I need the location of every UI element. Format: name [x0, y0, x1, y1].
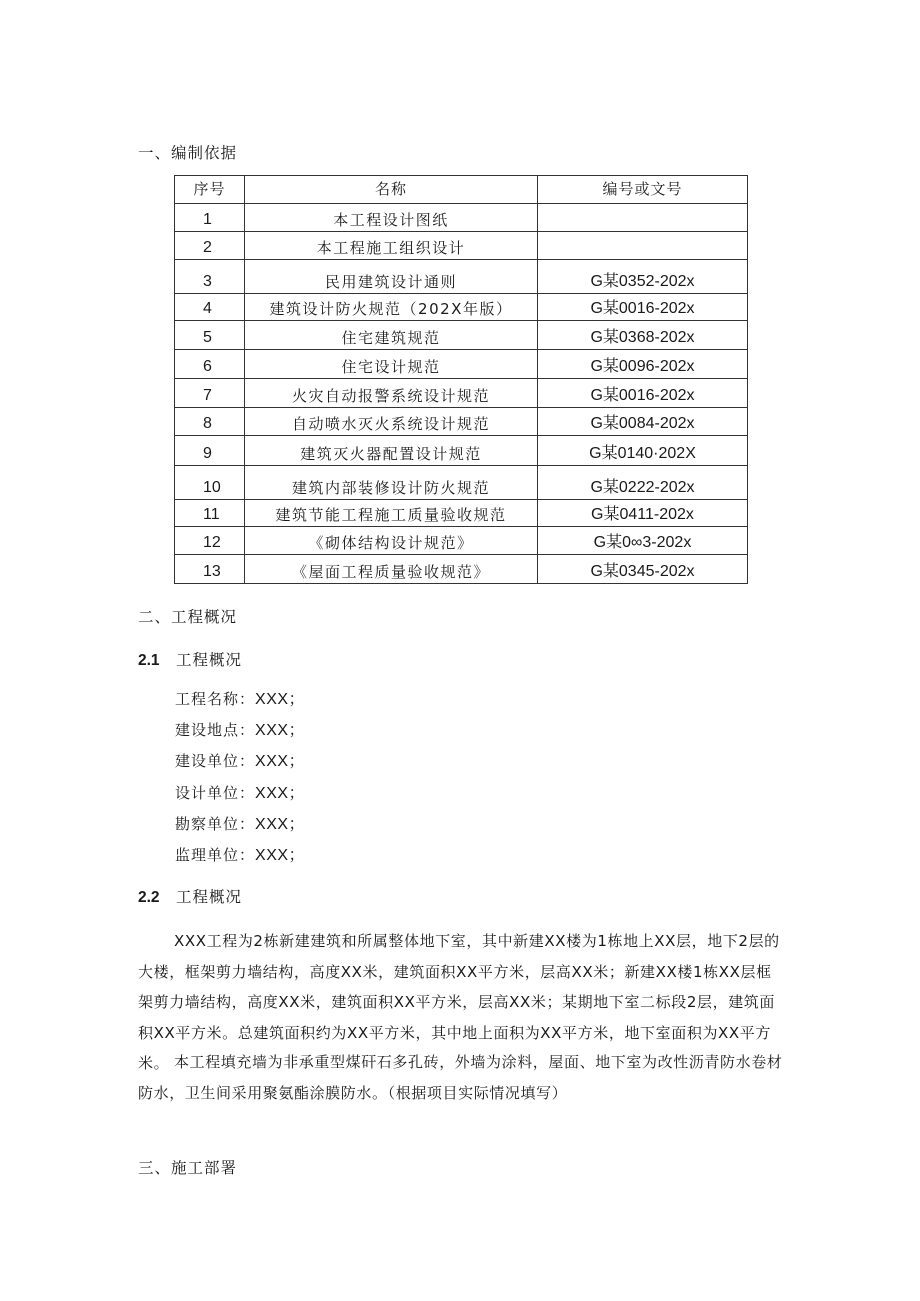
row-code: G某0140·202X: [538, 436, 748, 466]
row-code: G某0084-202x: [538, 408, 748, 436]
info-value: XXX；: [255, 784, 306, 802]
overview-paragraph-2: 本工程填充墙为非承重型煤矸石多孔砖，外墙为涂料，屋面、地下室为改性沥青防水卷材防水，卫生间采用聚氨酯涂膜防水。（根据项目实际情况填写）: [138, 1053, 783, 1102]
info-value: XXX；: [255, 722, 306, 740]
row-name: 建筑设计防火规范（202X年版）: [245, 294, 538, 321]
row-no: 7: [175, 379, 245, 408]
subsection-title: 工程概况: [176, 888, 243, 906]
table-row: [175, 500, 748, 527]
table-row: [175, 408, 748, 436]
row-name: 本工程设计图纸: [245, 204, 538, 232]
header-code: 编号或文号: [538, 176, 748, 204]
row-name: 自动喷水灭火系统设计规范: [245, 408, 538, 436]
row-name: 《屋面工程质量验收规范》: [245, 555, 538, 584]
info-label: 建设单位：: [175, 752, 256, 771]
info-value: XXX；: [255, 691, 306, 708]
row-code: G某0352-202x: [538, 260, 748, 294]
subsection-2-1-heading: [138, 648, 242, 670]
list-item: [175, 813, 305, 844]
info-value: XXX；: [255, 846, 306, 864]
overview-paragraph-1: XXX工程为2栋新建建筑和所属整体地下室，其中新建XX楼为1栋地上XX层，地下2层的大楼，框架剪力墙结构，高度XX米，建筑面积XX平方米，层高XX米；新建XX楼1栋XX层框架剪力墙结构，高度XX米，建筑面积XX平方米，层高XX米；某期地下室二标段2层，建筑面积XX平方米。总建筑面积约为XX平方米，其中地上面积为XX平方米，地下室面积为XX平方米。: [138, 932, 780, 1072]
list-item: [175, 782, 305, 813]
row-code: G某0016-202x: [538, 379, 748, 408]
list-item: [175, 688, 305, 719]
table-row: [175, 260, 748, 294]
section-3-heading: 三、施工部署: [138, 1159, 238, 1177]
row-no: 13: [175, 555, 245, 584]
row-no: 11: [175, 500, 245, 527]
list-item: [175, 844, 305, 875]
subsection-number: 2.1: [138, 652, 160, 669]
row-name: 住宅设计规范: [245, 350, 538, 379]
table-row: [175, 321, 748, 350]
row-no: 9: [175, 436, 245, 466]
row-code: [538, 232, 748, 260]
info-label: 勘察单位：: [175, 814, 256, 833]
info-label: 建设地点：: [175, 721, 256, 740]
table-row: [175, 232, 748, 260]
row-name: 住宅建筑规范: [245, 321, 538, 350]
row-name: 建筑灭火器配置设计规范: [245, 436, 538, 466]
row-name: 火灾自动报警系统设计规范: [245, 379, 538, 408]
row-name: 《砌体结构设计规范》: [245, 527, 538, 555]
header-no: 序号: [175, 176, 245, 204]
row-no: 3: [175, 260, 245, 294]
row-no: 12: [175, 527, 245, 555]
table-header-row: [175, 176, 748, 204]
table-row: [175, 527, 748, 555]
row-name: 建筑内部装修设计防火规范: [245, 466, 538, 500]
table-row: [175, 350, 748, 379]
header-name: 名称: [245, 176, 538, 204]
row-no: 4: [175, 294, 245, 321]
subsection-number: 2.2: [138, 889, 160, 906]
info-label: 设计单位：: [175, 783, 256, 802]
row-no: 5: [175, 321, 245, 350]
project-info-list: [175, 688, 305, 875]
table-row: [175, 379, 748, 408]
section-1-heading: 一、编制依据: [138, 144, 238, 162]
info-label: 工程名称：: [175, 690, 256, 708]
row-no: 10: [175, 466, 245, 500]
row-code: G某0016-202x: [538, 294, 748, 321]
section-2-heading: 二、工程概况: [138, 608, 238, 626]
row-code: G某0345-202x: [538, 555, 748, 584]
row-code: G某0411-202x: [538, 500, 748, 527]
row-no: 6: [175, 350, 245, 379]
row-no: 1: [175, 204, 245, 232]
row-code: G某0222-202x: [538, 466, 748, 500]
row-code: [538, 204, 748, 232]
table-row: [175, 204, 748, 232]
table-row: [175, 436, 748, 466]
row-name: 民用建筑设计通则: [245, 260, 538, 294]
list-item: [175, 719, 305, 750]
table-row: [175, 466, 748, 500]
row-name: 本工程施工组织设计: [245, 232, 538, 260]
table-row: [175, 294, 748, 321]
table-row: [175, 555, 748, 584]
row-no: 8: [175, 408, 245, 436]
info-value: XXX；: [255, 753, 306, 771]
row-code: G某0∞3-202x: [538, 527, 748, 555]
subsection-2-2-heading: [138, 885, 242, 907]
row-name: 建筑节能工程施工质量验收规范: [245, 500, 538, 527]
row-code: G某0368-202x: [538, 321, 748, 350]
list-item: [175, 750, 305, 781]
info-label: 监理单位：: [175, 845, 256, 864]
reference-table: [174, 175, 748, 584]
row-no: 2: [175, 232, 245, 260]
subsection-title: 工程概况: [176, 651, 243, 669]
row-code: G某0096-202x: [538, 350, 748, 379]
info-value: XXX；: [255, 815, 306, 833]
